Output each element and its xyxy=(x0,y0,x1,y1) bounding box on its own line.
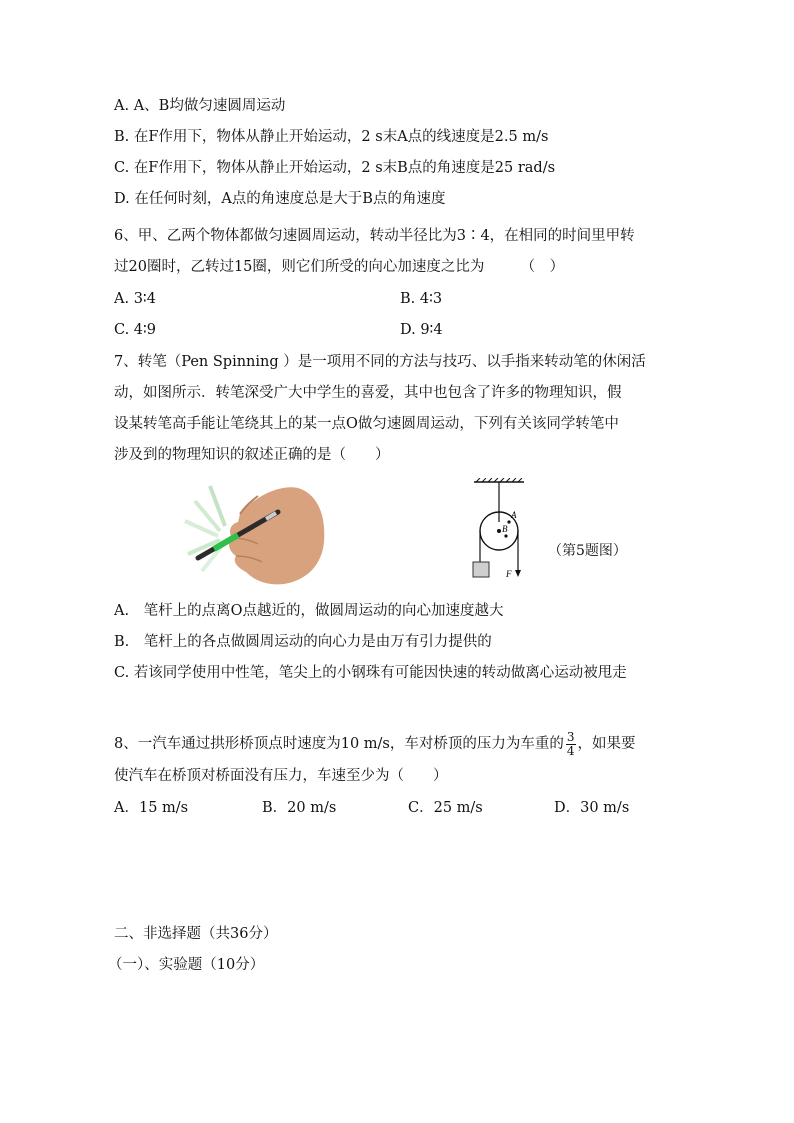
q7-line1: 7、转笔（Pen Spinning ）是一项用不同的方法与技巧、以手指来转动笔的休闲活 xyxy=(114,354,646,370)
label-a: A xyxy=(511,510,517,520)
q7-line3: 设某转笔高手能让笔绕其上的某一点O做匀速圆周运动，下列有关该同学转笔中 xyxy=(114,416,619,432)
fraction-three-quarters: $\frac{3}{4}$ xyxy=(566,729,575,758)
q7-line4: 涉及到的物理知识的叙述正确的是（ ） xyxy=(114,447,390,463)
q8-line1-post: ，如果要 xyxy=(577,736,636,752)
section2-subtitle: （一）、实验题（10分） xyxy=(108,957,265,973)
pulley-diagram xyxy=(466,478,546,582)
q8-option-d: D．30 m/s xyxy=(554,800,630,816)
q6-option-b: B. 4∶3 xyxy=(400,291,443,307)
q6-option-d: D. 9∶4 xyxy=(400,322,443,338)
q6-line1: 6、甲、乙两个物体都做匀速圆周运动，转动半径比为3∶4，在相同的时间里甲转 xyxy=(114,228,635,244)
q8-line1-pre: 8、一汽车通过拱形桥顶点时速度为10 m/s，车对桥顶的压力为车重的 xyxy=(114,736,564,752)
pen-spinning-hand-image xyxy=(180,476,330,588)
q6-line2: 过20圈时，乙转过15圈，则它们所受的向心加速度之比为 （ ） xyxy=(114,259,565,275)
q7-option-a: A. 笔杆上的点离O点越近的，做圆周运动的向心加速度越大 xyxy=(114,603,504,619)
q5-option-c: C. 在F作用下，物体从静止开始运动，2 s末B点的角速度是25 rad/s xyxy=(114,160,556,176)
q8-option-a: A．15 m/s xyxy=(114,800,189,816)
q5-option-a: A. A、B均做匀速圆周运动 xyxy=(114,98,286,114)
q5-option-d: D. 在任何时刻，A点的角速度总是大于B点的角速度 xyxy=(114,191,446,207)
q8-option-b: B．20 m/s xyxy=(262,800,337,816)
q7-option-c: C. 若该同学使用中性笔，笔尖上的小钢珠有可能因快速的转动做离心运动被甩走 xyxy=(114,665,627,681)
q8-line1 xyxy=(114,727,636,761)
hand-shape xyxy=(229,487,324,584)
q6-option-a: A. 3∶4 xyxy=(114,291,156,307)
q8-line2: 使汽车在桥顶对桥面没有压力，车速至少为（ ） xyxy=(114,768,448,784)
q6-option-c: C. 4∶9 xyxy=(114,322,157,338)
q7-option-b: B. 笔杆上的各点做圆周运动的向心力是由万有引力提供的 xyxy=(114,634,492,650)
motion-blur-pens xyxy=(185,486,225,571)
figure-caption: （第5题图） xyxy=(548,543,627,559)
q8-option-c: C．25 m/s xyxy=(408,800,483,816)
label-b: B xyxy=(502,524,508,534)
section2-title: 二、非选择题（共36分） xyxy=(114,926,278,942)
label-f: F xyxy=(506,569,512,579)
hanging-block xyxy=(473,562,489,577)
q7-line2: 动，如图所示．转笔深受广大中学生的喜爱，其中也包含了许多的物理知识，假 xyxy=(114,385,622,401)
q5-option-b: B. 在F作用下，物体从静止开始运动，2 s末A点的线速度是2.5 m/s xyxy=(114,129,549,145)
